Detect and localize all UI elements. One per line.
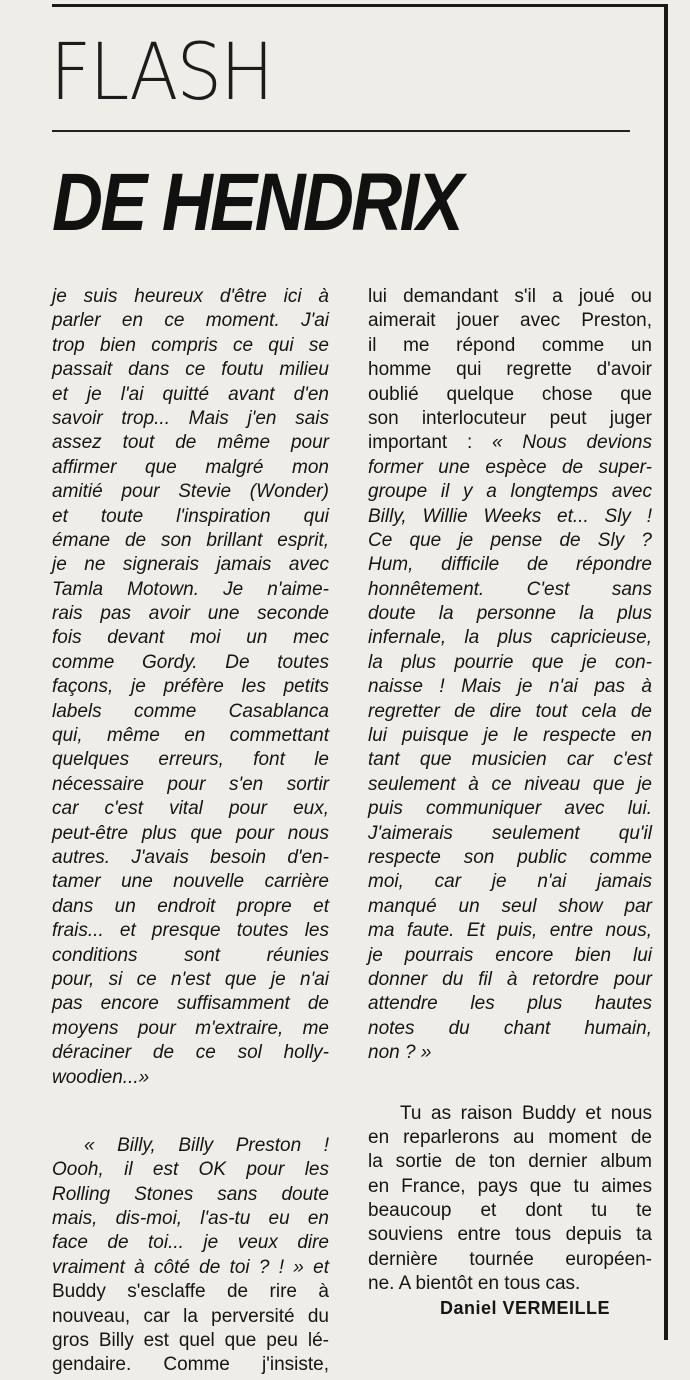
paragraph xyxy=(368,285,652,1066)
text-line: je ne signerais jamais avec xyxy=(52,554,329,576)
text-line: comme Gordy. De toutes xyxy=(52,651,329,673)
text-line: déraciner de ce sol holly- xyxy=(52,1042,329,1064)
text-line: savoir trop... Mais j'en sais xyxy=(52,407,329,429)
article-column-2 xyxy=(368,285,652,1297)
text-line: Rolling Stones sans doute xyxy=(52,1183,329,1205)
text-line: car c'est vital pour eux, xyxy=(52,798,329,820)
text-line: Tamla Motown. Je n'aime- xyxy=(52,578,329,600)
paragraph xyxy=(52,285,329,1090)
text-line: vraiment à côté de toi ? ! » et xyxy=(52,1256,329,1278)
text-line: pour, si ce n'est que je n'ai xyxy=(52,968,329,990)
text-line: homme qui regrette d'avoir xyxy=(368,359,652,381)
text-line: gros Billy est quel que peu lé- xyxy=(52,1330,329,1352)
text-line: seulement à ce niveau que je xyxy=(368,773,652,795)
text-line: amitié pour Stevie (Wonder) xyxy=(52,481,329,503)
header-rule xyxy=(52,130,630,132)
text-line: conditions sont réunies xyxy=(52,944,329,966)
text-line: notes du chant humain, xyxy=(368,1017,652,1039)
text-line: J'aimerais seulement qu'il xyxy=(368,822,652,844)
text-line: infernale, la plus capricieuse, xyxy=(368,627,652,649)
text-line: non ? » xyxy=(368,1042,432,1064)
text-line: pas encore suffisamment de xyxy=(52,993,329,1015)
text-line: souviens entre tous depuis ta xyxy=(368,1224,652,1246)
text-line: ne. A bientôt en tous cas. xyxy=(368,1273,581,1295)
text-line: je suis heureux d'être ici à xyxy=(52,286,329,307)
text-line: affirmer que malgré mon xyxy=(52,456,329,478)
text-line: donner du fil à retordre pour xyxy=(368,968,652,990)
text-line: frais... et presque toutes les xyxy=(52,920,329,942)
text-line: groupe il y a longtemps avec xyxy=(368,481,652,503)
text-line: lui puisque je le respecte en xyxy=(368,725,652,747)
text-line: moi, car je n'ai jamais xyxy=(368,871,652,893)
text-line: honnêtement. C'est sans xyxy=(368,578,652,600)
text-line: gendaire. Comme j'insiste, xyxy=(52,1354,329,1376)
text-line: moyens pour m'extraire, me xyxy=(52,1017,329,1039)
text-line: assez tout de même pour xyxy=(52,432,329,454)
text-line: mais, dis-moi, l'as-tu eu en xyxy=(52,1208,329,1230)
text-line: la sortie de ton dernier album xyxy=(368,1151,652,1173)
text-line: attendre les plus hautes xyxy=(368,993,652,1015)
text-line: il me répond comme un xyxy=(368,334,652,356)
text-line: nécessaire pour s'en sortir xyxy=(52,773,329,795)
text-line: Oooh, il est OK pour les xyxy=(52,1159,329,1181)
text-line: face de toi... je veux dire xyxy=(52,1232,329,1254)
text-line: regretter de dire tout cela de xyxy=(368,700,652,722)
text-line: labels comme Casablanca xyxy=(52,700,329,722)
paragraph xyxy=(52,1134,329,1378)
text-line: et je l'ai quitté avant d'en xyxy=(52,383,329,405)
text-line: en reparlerons au moment de xyxy=(368,1126,652,1148)
text-line: woodien...» xyxy=(52,1066,150,1088)
section-kicker: FLASH xyxy=(50,28,273,118)
text-line: son interlocuteur peut juger xyxy=(368,407,652,429)
text-line: fois devant moi un mec xyxy=(52,627,329,649)
article-column-1 xyxy=(52,285,329,1378)
text-line: Hum, difficile de répondre xyxy=(368,554,652,576)
text-line: oublié quelque chose que xyxy=(368,383,652,405)
text-line xyxy=(368,431,652,455)
text-line: beaucoup et dont tu te xyxy=(368,1200,652,1222)
text-line: parler en ce moment. J'ai xyxy=(52,310,329,332)
text-line: manqué un seul show par xyxy=(368,895,652,917)
top-rule xyxy=(52,4,668,7)
text-line: quelques erreurs, font le xyxy=(52,749,329,771)
text-fragment: important : xyxy=(368,432,493,454)
text-line: dernière tournée européen- xyxy=(368,1248,652,1270)
text-line: lui demandant s'il a joué ou xyxy=(368,286,652,307)
byline: Daniel VERMEILLE xyxy=(440,1298,611,1318)
text-line: doute la personne la plus xyxy=(368,603,652,625)
text-line: respecte son public comme xyxy=(368,846,652,868)
text-line: Tu as raison Buddy et nous xyxy=(400,1102,652,1124)
paragraph xyxy=(368,1102,652,1297)
text-line: former une espèce de super- xyxy=(368,456,652,478)
text-line: rais pas avoir une seconde xyxy=(52,603,329,625)
text-line: émane de son brillant esprit, xyxy=(52,529,329,551)
text-line: qui, même en commettant xyxy=(52,725,329,747)
column-rule xyxy=(664,4,668,1340)
text-line: je pourrais encore bien lui xyxy=(368,944,652,966)
text-line: ma faute. Et puis, entre nous, xyxy=(368,920,652,942)
text-line: Buddy s'esclaffe de rire à xyxy=(52,1281,329,1303)
text-line: la plus pourrie que je con- xyxy=(368,651,652,673)
text-line: façons, je préfère les petits xyxy=(52,676,329,698)
text-line: naisse ! Mais je n'ai pas à xyxy=(368,676,652,698)
text-line: tamer une nouvelle carrière xyxy=(52,871,329,893)
text-line: nouveau, car la perversité du xyxy=(52,1305,329,1327)
text-line: Billy, Willie Weeks et... Sly ! xyxy=(368,505,652,527)
article-title: DE HENDRIX xyxy=(52,157,462,248)
text-line: autres. J'avais besoin d'en- xyxy=(52,846,329,868)
text-line: et toute l'inspiration qui xyxy=(52,505,329,527)
text-line: Ce que je pense de Sly ? xyxy=(368,529,652,551)
text-line: dans un endroit propre et xyxy=(52,895,329,917)
text-line: tant que musicien car c'est xyxy=(368,749,652,771)
text-line: en France, pays que tu aimes xyxy=(368,1175,652,1197)
text-line: aimerait jouer avec Preston, xyxy=(368,310,652,332)
text-line: peut-être plus que pour nous xyxy=(52,822,329,844)
text-line: puis communiquer avec lui. xyxy=(368,798,652,820)
text-fragment: « Nous devions xyxy=(492,432,652,454)
text-line: trop bien compris ce qui se xyxy=(52,334,329,356)
text-line: « Billy, Billy Preston ! xyxy=(84,1134,329,1156)
text-line: passait dans ce foutu milieu xyxy=(52,359,329,381)
